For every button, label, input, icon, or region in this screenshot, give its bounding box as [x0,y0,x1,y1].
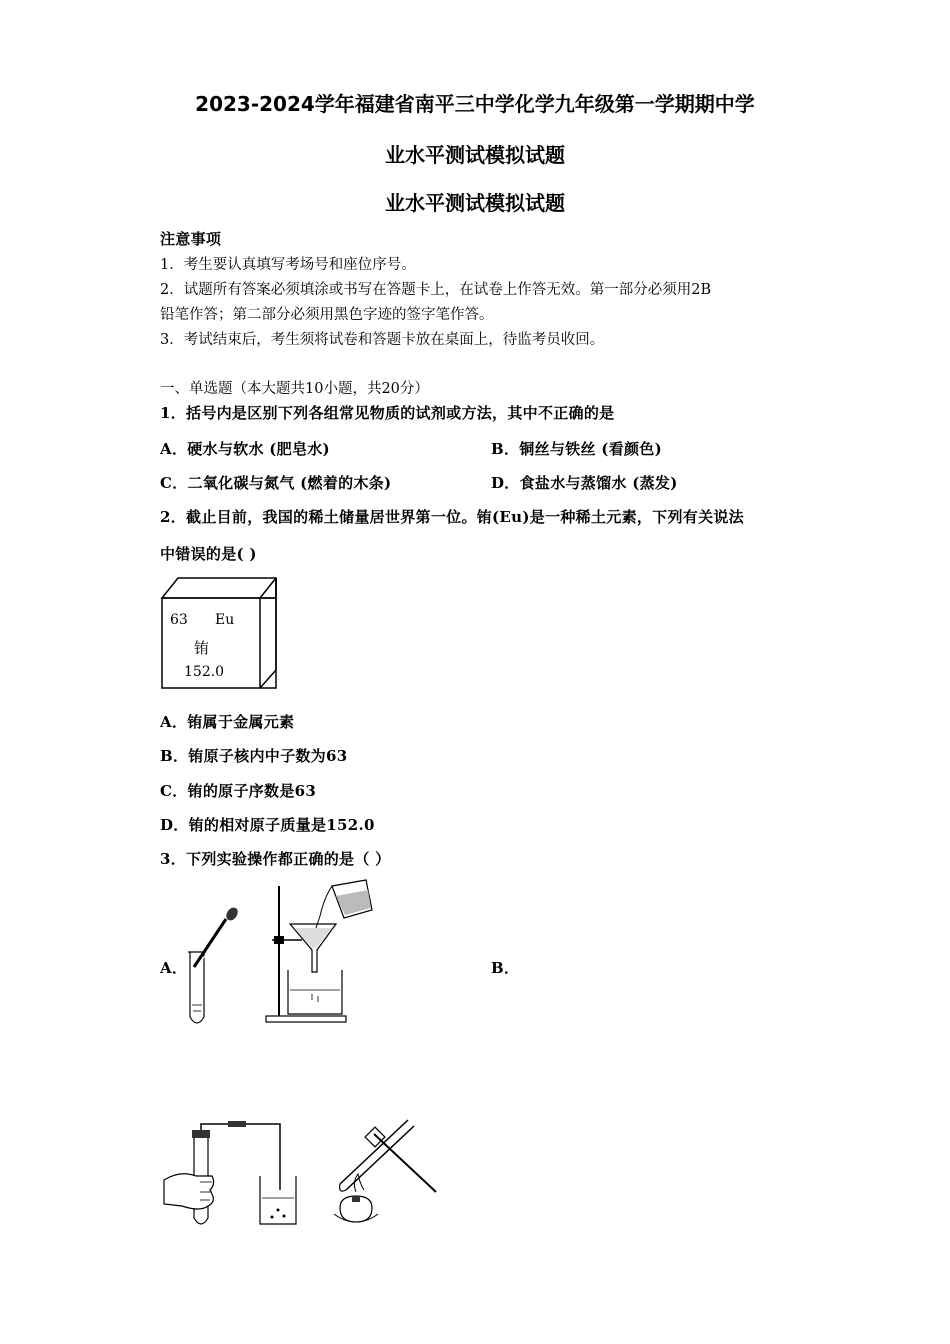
filtration-diagram [262,878,382,1026]
q2-option-c: C．铕的原子序数是63 [160,782,317,800]
q1-stem: 1．括号内是区别下列各组常见物质的试剂或方法，其中不正确的是 [160,404,615,422]
element-symbol: Eu [215,612,235,628]
notice-item-2a: 2．试题所有答案必须填涂或书写在答题卡上，在试卷上作答无效。第一部分必须用2B [160,282,712,298]
q2-stem-cont: 中错误的是( ) [160,545,257,563]
q2-option-a: A．铕属于金属元素 [160,713,295,731]
q1-option-b: B．铜丝与铁丝 (看颜色) [491,440,662,458]
section-heading: 一、单选题（本大题共10小题，共20分） [160,381,429,397]
notice-item-2b: 铅笔作答；第二部分必须用黑色字迹的签字笔作答。 [160,307,494,323]
element-name: 铕 [194,639,210,657]
q1-option-c: C．二氧化碳与氮气 (燃着的木条) [160,474,392,492]
heating-test-tube-diagram [326,1112,438,1230]
notice-item-1: 1．考生要认真填写考场号和座位序号。 [160,257,416,273]
q3-option-b-label: B． [491,959,520,977]
page-title-cont: 业水平测试模拟试题 [385,143,565,167]
dropper-test-tube-diagram [180,905,250,1030]
element-number: 63 [170,612,188,628]
q1-option-a: A．硬水与软水 (肥皂水) [160,440,330,458]
notice-heading: 注意事项 [160,230,222,248]
q2-option-d: D．铕的相对原子质量是152.0 [160,816,375,834]
page-subtitle: 业水平测试模拟试题 [385,191,565,215]
q3-stem: 3．下列实验操作都正确的是（ ） [160,850,391,868]
page-title: 2023-2024学年福建省南平三中学化学九年级第一学期期中学 [195,92,755,116]
q2-stem: 2．截止目前，我国的稀土储量居世界第一位。铕(Eu)是一种稀土元素，下列有关说法 [160,508,744,526]
q3-option-a-label: A． [160,959,188,977]
q1-option-d: D．食盐水与蒸馏水 (蒸发) [491,474,678,492]
notice-item-3: 3．考试结束后，考生须将试卷和答题卡放在桌面上，待监考员收回。 [160,332,605,348]
element-mass: 152.0 [184,664,225,680]
airtightness-check-diagram [160,1120,300,1232]
q2-option-b: B．铕原子核内中子数为63 [160,747,348,765]
